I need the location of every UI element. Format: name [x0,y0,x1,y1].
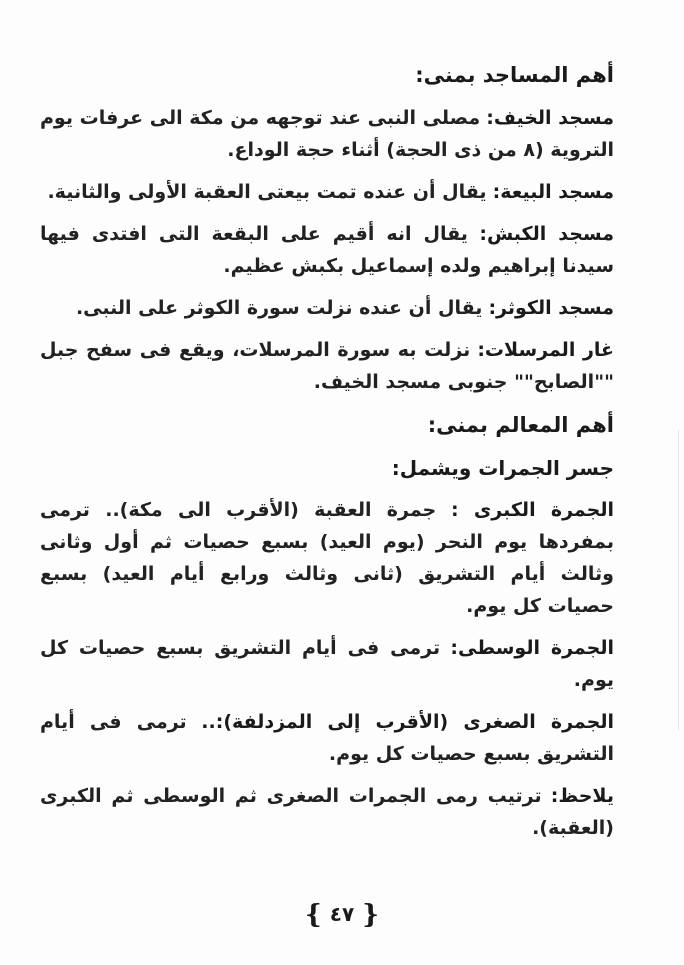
brace-open: { [362,900,379,930]
entry-term: مسجد الكوثر: [488,297,614,319]
entry-term: غار المرسلات: [477,339,615,361]
entry-body: مصلى النبى عند توجهه من مكة الى عرفات يوم التروية (٨ من ذى الحجة) أثناء حجة الوداع. [40,107,614,161]
entry-body: ترمى فى أيام التشريق بسبع حصيات كل يوم. [40,711,614,765]
page-number [0,900,684,930]
sub-heading-bridge: جسر الجمرات ويشمل: [391,456,614,480]
entry-term: مسجد الخيف: [486,107,614,129]
entry-term: مسجد البيعة: [492,181,614,203]
entry-body: ترمى فى أيام التشريق بسبع حصيات كل يوم. [40,637,614,691]
entry-body: يقال انه أقيم على البقعة التى افتدى فيها سيدنا إبراهيم ولده إسماعيل بكبش عظيم. [40,223,614,277]
heading-landmarks: أهم المعالم بمنى: [427,413,614,437]
page-number-value: ٤٧ [329,902,355,926]
entry-term: مسجد الكبش: [479,223,614,245]
entry-body: نزلت به سورة المرسلات، ويقع فى سفح جبل ""الصابح"" جنوبى مسجد الخيف. [40,339,614,393]
entry-term: الجمرة الكبرى : [451,499,614,521]
entry-body: ترتيب رمى الجمرات الصغرى ثم الوسطى ثم الكبرى (العقبة). [40,785,614,839]
entry-cave-mursalat [40,334,614,398]
document-page [40,58,614,854]
entry-mosque-khaif [40,102,614,166]
entry-term: يلاحظ: [550,785,614,807]
entry-body: جمرة العقبة (الأقرب الى مكة).. ترمى بمفردها يوم النحر (يوم العيد) بسبع حصيات ثم أول وثانى وثالث أيام التشريق (ثانى وثالث ورابع أيام العيد) بسبع حصيات كل يوم. [40,499,614,617]
entry-body: يقال أن عنده تمت بيعتى العقبة الأولى والثانية. [47,181,487,203]
heading-mosques: أهم المساجد بمنى: [415,63,614,87]
entry-note-order [40,780,614,844]
entry-mosque-kabsh [40,218,614,282]
entry-term: الجمرة الوسطى: [450,637,614,659]
entry-jamra-sughra [40,706,614,770]
entry-body: يقال أن عنده نزلت سورة الكوثر على النبى. [75,297,483,319]
brace-close: } [305,900,322,930]
entry-mosque-kawthar [40,292,614,324]
entry-term: الجمرة الصغرى (الأقرب إلى المزدلفة):.. [201,711,614,733]
entry-jamra-wusta [40,632,614,696]
entry-mosque-bayaa [40,176,614,208]
entry-jamra-kubra [40,494,614,622]
page-edge-line [678,430,679,730]
